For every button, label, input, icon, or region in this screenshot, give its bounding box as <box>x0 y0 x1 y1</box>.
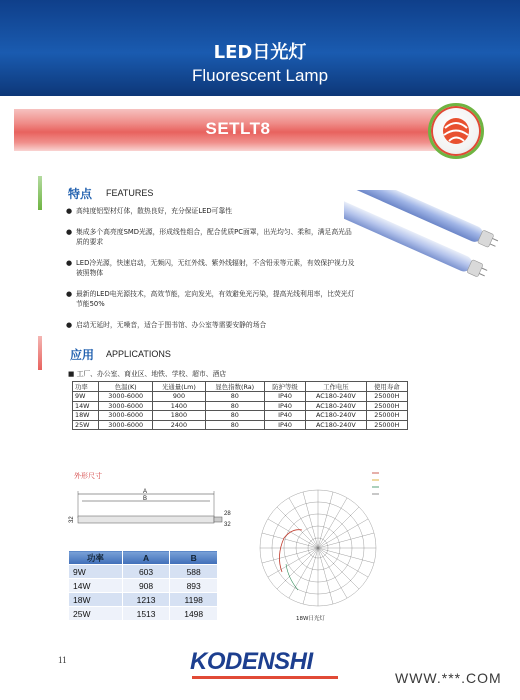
feature-item: ● LED冷光源，快速启动，无频闪，无红外线、紫外线辐射，不含铅汞等元素，有效保护视力及被照物体 <box>66 258 355 277</box>
page-header <box>0 0 520 96</box>
dim-label-h2: 28 <box>224 511 231 517</box>
distribution-curve-red <box>279 530 302 572</box>
diagram-legend <box>370 468 396 502</box>
dimension-table <box>68 550 218 621</box>
table-row: 25W 3000-6000 2400 80 IP40 AC180-240V 25000H <box>73 420 408 430</box>
table-row: 9W 603 588 <box>69 565 218 579</box>
dim-label-a: A <box>143 489 148 495</box>
light-distribution-diagram <box>258 466 382 624</box>
col-voltage: 工作电压 <box>306 382 367 392</box>
model-label: SETLT8 <box>205 119 271 138</box>
table-row: 9W 3000-6000 900 80 IP40 AC180-240V 25000H <box>73 392 408 402</box>
applications-accent-bar <box>38 336 42 370</box>
dimensions-title: 外形尺寸 <box>74 472 102 480</box>
brand-underline <box>192 676 338 679</box>
col-power: 功率 <box>69 551 123 565</box>
feature-item: ● 最新的LED电光源技术，高效节能，定向发光，有效避免光污染，提高光线利用率，比荧光灯节能50% <box>66 289 355 308</box>
applications-title-en: APPLICATIONS <box>106 349 171 359</box>
bullet-icon: ● <box>66 258 73 267</box>
dim-label-b: B <box>143 496 148 502</box>
features-title-cn: 特点 <box>68 187 93 201</box>
col-a: A <box>122 551 170 565</box>
table-header-row <box>69 551 218 565</box>
table-row: 14W 908 893 <box>69 579 218 593</box>
table-header-row <box>73 382 408 392</box>
diagram-caption: 18W日光灯 <box>296 616 325 622</box>
feature-item: ● 集成多个高亮度SMD光源，形成线性组合，配合优质PC面罩，出光均匀、柔和，满足高光品质的要求 <box>66 227 352 246</box>
col-b: B <box>170 551 218 565</box>
col-life: 使用寿命 <box>366 382 407 392</box>
table-row: 25W 1513 1498 <box>69 607 218 621</box>
dim-label-h1: 32 <box>69 516 75 523</box>
table-row: 14W 3000-6000 1400 80 IP40 AC180-240V 25000H <box>73 401 408 411</box>
col-lumen: 光通量(Lm) <box>153 382 206 392</box>
title-cn: LED日光灯 <box>213 42 307 63</box>
dimension-drawing <box>64 488 234 540</box>
col-cri: 显色指数(Ra) <box>205 382 264 392</box>
table-row: 18W 3000-6000 1800 80 IP40 AC180-240V 25000H <box>73 411 408 421</box>
bullet-icon: ● <box>66 207 73 215</box>
col-cct: 色温(K) <box>99 382 153 392</box>
watermark: WWW.***.COM <box>395 670 502 686</box>
table-row: 18W 1213 1198 <box>69 593 218 607</box>
page-number: 11 <box>58 655 67 665</box>
brand-logo: KODENSHI <box>190 648 313 675</box>
col-power: 功率 <box>73 382 99 392</box>
dim-label-h3: 32 <box>224 522 231 528</box>
applications-title-cn: 应用 <box>70 348 95 362</box>
feature-item: ● 高纯度铝型材灯体，散热良好，充分保证LED可靠性 <box>66 207 233 215</box>
features-accent-bar <box>38 176 42 210</box>
title-en: Fluorescent Lamp <box>191 66 329 85</box>
spec-table <box>72 381 408 430</box>
applications-line: ■ 工厂、办公室、商业区、地铁、学校、超市、酒店 <box>68 370 227 378</box>
model-band <box>14 109 462 151</box>
bullet-icon: ● <box>66 289 73 298</box>
features-list <box>66 206 356 340</box>
bullet-icon: ● <box>66 227 73 236</box>
features-title-en: FEATURES <box>106 188 154 198</box>
led-tube-image <box>344 190 508 286</box>
brand-emblem-icon <box>428 103 484 159</box>
col-ip: 防护等级 <box>264 382 305 392</box>
bullet-icon: ● <box>66 320 73 329</box>
feature-item: ● 启动无延时，无噪音，适合于图书馆、办公室等需要安静的场合 <box>66 320 267 329</box>
